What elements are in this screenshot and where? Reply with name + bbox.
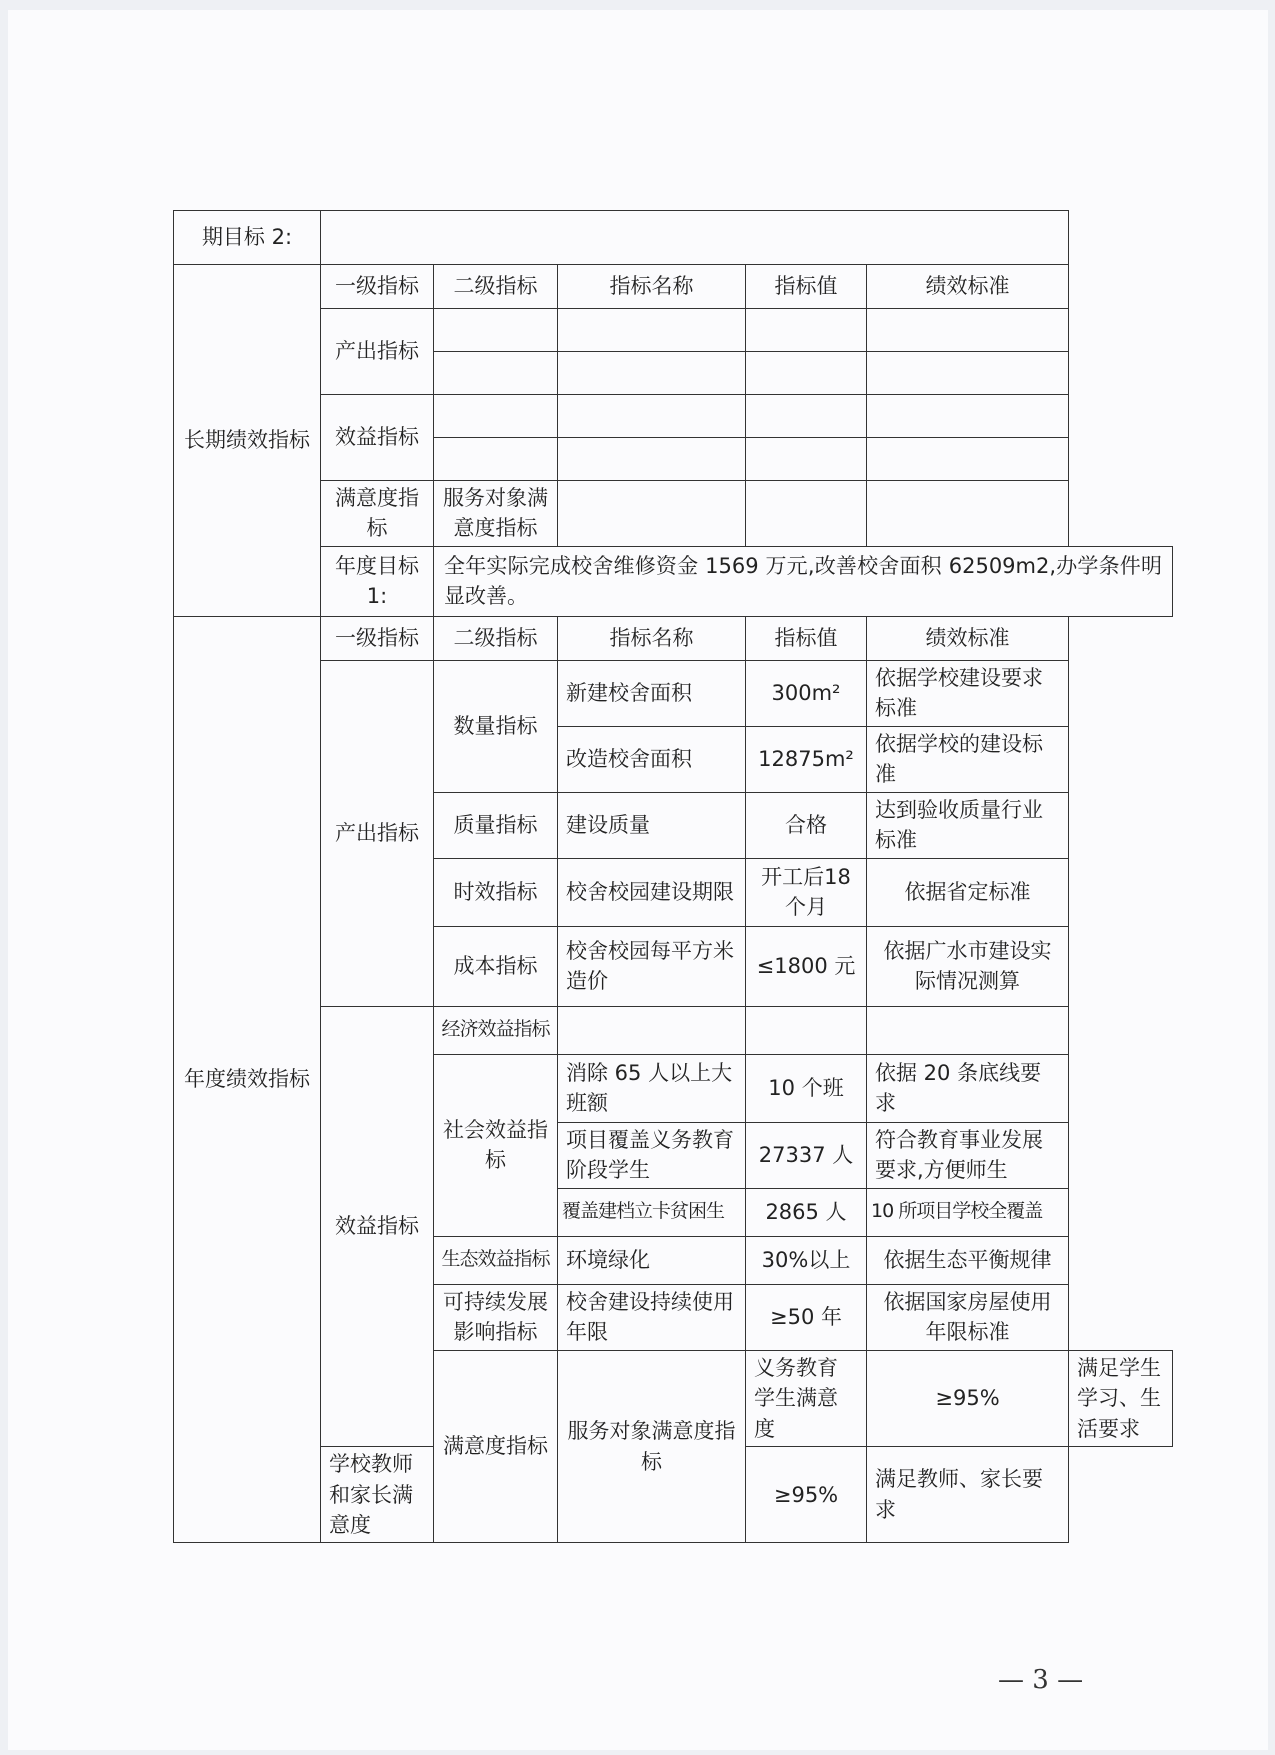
indicator-name: 消除 65 人以上大班额 (558, 1054, 746, 1122)
indicator-name: 校舍建设持续使用年限 (558, 1284, 746, 1350)
indicator-name: 项目覆盖义务教育阶段学生 (558, 1122, 746, 1188)
empty-cell (867, 481, 1069, 547)
indicator-name: 学校教师和家长满意度 (321, 1447, 434, 1543)
empty-cell (867, 1006, 1069, 1054)
header-level1: 一级指标 (321, 265, 434, 309)
satisfaction-sub-label: 服务对象满意度指标 (558, 1350, 746, 1543)
indicator-value: 300m² (746, 660, 867, 726)
indicator-value: 2865 人 (746, 1188, 867, 1236)
economic-sub-label: 经济效益指标 (434, 1006, 558, 1054)
indicator-standard: 依据学校的建设标准 (867, 726, 1069, 792)
social-sub-label: 社会效益指标 (434, 1054, 558, 1236)
table-row (174, 1006, 1173, 1054)
goal1-label: 年度目标 1: (321, 546, 434, 616)
indicator-name: 校舍校园建设期限 (558, 858, 746, 926)
empty-cell (867, 352, 1069, 395)
empty-cell (434, 352, 558, 395)
empty-cell (867, 309, 1069, 352)
indicator-standard: 依据学校建设要求标准 (867, 660, 1069, 726)
indicator-standard: 依据广水市建设实际情况测算 (867, 926, 1069, 1006)
indicator-standard: 依据省定标准 (867, 858, 1069, 926)
indicator-name: 校舍校园每平方米造价 (558, 926, 746, 1006)
page-number: — 3 — (998, 1665, 1084, 1695)
sustain-sub-label: 可持续发展影响指标 (434, 1284, 558, 1350)
header-standard: 绩效标准 (867, 616, 1069, 660)
indicator-value: 30%以上 (746, 1236, 867, 1284)
annual-header-row (174, 616, 1173, 660)
empty-cell (746, 352, 867, 395)
long-output-label: 产出指标 (321, 309, 434, 395)
header-indicator-name: 指标名称 (558, 616, 746, 660)
long-term-header-row (174, 265, 1173, 309)
empty-cell (558, 481, 746, 547)
indicator-value: ≥95% (867, 1350, 1069, 1446)
goal1-row (174, 546, 1173, 616)
indicator-standard: 依据生态平衡规律 (867, 1236, 1069, 1284)
indicator-value: ≥50 年 (746, 1284, 867, 1350)
long-benefit-label: 效益指标 (321, 395, 434, 481)
indicator-standard: 达到验收质量行业标准 (867, 792, 1069, 858)
header-level1: 一级指标 (321, 616, 434, 660)
empty-cell (867, 438, 1069, 481)
empty-cell (746, 395, 867, 438)
indicator-name: 新建校舍面积 (558, 660, 746, 726)
indicator-standard: 10 所项目学校全覆盖 (867, 1188, 1069, 1236)
annual-section-label: 年度绩效指标 (174, 616, 321, 1543)
indicator-value: 27337 人 (746, 1122, 867, 1188)
eco-sub-label: 生态效益指标 (434, 1236, 558, 1284)
indicator-standard: 依据 20 条底线要求 (867, 1054, 1069, 1122)
cost-sub-label: 成本指标 (434, 926, 558, 1006)
empty-cell (434, 438, 558, 481)
empty-cell (746, 481, 867, 547)
indicator-name: 建设质量 (558, 792, 746, 858)
indicator-name: 改造校舍面积 (558, 726, 746, 792)
table-row (174, 481, 1173, 547)
indicator-value: 10 个班 (746, 1054, 867, 1122)
indicator-standard: 满足学生学习、生活要求 (1069, 1350, 1173, 1446)
document-page (8, 10, 1268, 1750)
indicator-value: 合格 (746, 792, 867, 858)
empty-cell (558, 352, 746, 395)
header-level2: 二级指标 (434, 616, 558, 660)
indicator-standard: 满足教师、家长要求 (867, 1447, 1069, 1543)
goal2-label: 期目标 2: (174, 211, 321, 265)
long-term-section-label: 长期绩效指标 (174, 265, 321, 617)
annual-satisfaction-label: 满意度指标 (434, 1350, 558, 1543)
indicator-standard: 符合教育事业发展要求,方便师生 (867, 1122, 1069, 1188)
goal2-row (174, 211, 1173, 265)
header-standard: 绩效标准 (867, 265, 1069, 309)
header-level2: 二级指标 (434, 265, 558, 309)
empty-cell (746, 309, 867, 352)
indicator-value: 12875m² (746, 726, 867, 792)
indicator-name: 义务教育学生满意度 (746, 1350, 867, 1446)
indicator-name: 覆盖建档立卡贫困生 (558, 1188, 746, 1236)
goal2-text (321, 211, 1069, 265)
table-row (174, 660, 1173, 726)
annual-benefit-label: 效益指标 (321, 1006, 434, 1446)
empty-cell (746, 1006, 867, 1054)
empty-cell (434, 309, 558, 352)
indicator-value: ≥95% (746, 1447, 867, 1543)
header-indicator-value: 指标值 (746, 616, 867, 660)
indicator-value: ≤1800 元 (746, 926, 867, 1006)
indicator-name: 环境绿化 (558, 1236, 746, 1284)
empty-cell (558, 309, 746, 352)
header-indicator-value: 指标值 (746, 265, 867, 309)
timeliness-sub-label: 时效指标 (434, 858, 558, 926)
long-satisfaction-label: 满意度指标 (321, 481, 434, 547)
goal1-text: 全年实际完成校舍维修资金 1569 万元,改善校舍面积 62509m2,办学条件明显改善。 (434, 546, 1173, 616)
indicator-value: 开工后18 个月 (746, 858, 867, 926)
empty-cell (867, 395, 1069, 438)
empty-cell (558, 438, 746, 481)
header-indicator-name: 指标名称 (558, 265, 746, 309)
quality-sub-label: 质量指标 (434, 792, 558, 858)
indicator-standard: 依据国家房屋使用年限标准 (867, 1284, 1069, 1350)
empty-cell (746, 438, 867, 481)
empty-cell (558, 1006, 746, 1054)
long-satisfaction-sub: 服务对象满意度指标 (434, 481, 558, 547)
empty-cell (434, 395, 558, 438)
table-row (174, 395, 1173, 438)
empty-cell (558, 395, 746, 438)
quantity-sub-label: 数量指标 (434, 660, 558, 792)
performance-table (173, 210, 1173, 1543)
table-row (174, 309, 1173, 352)
annual-output-label: 产出指标 (321, 660, 434, 1006)
